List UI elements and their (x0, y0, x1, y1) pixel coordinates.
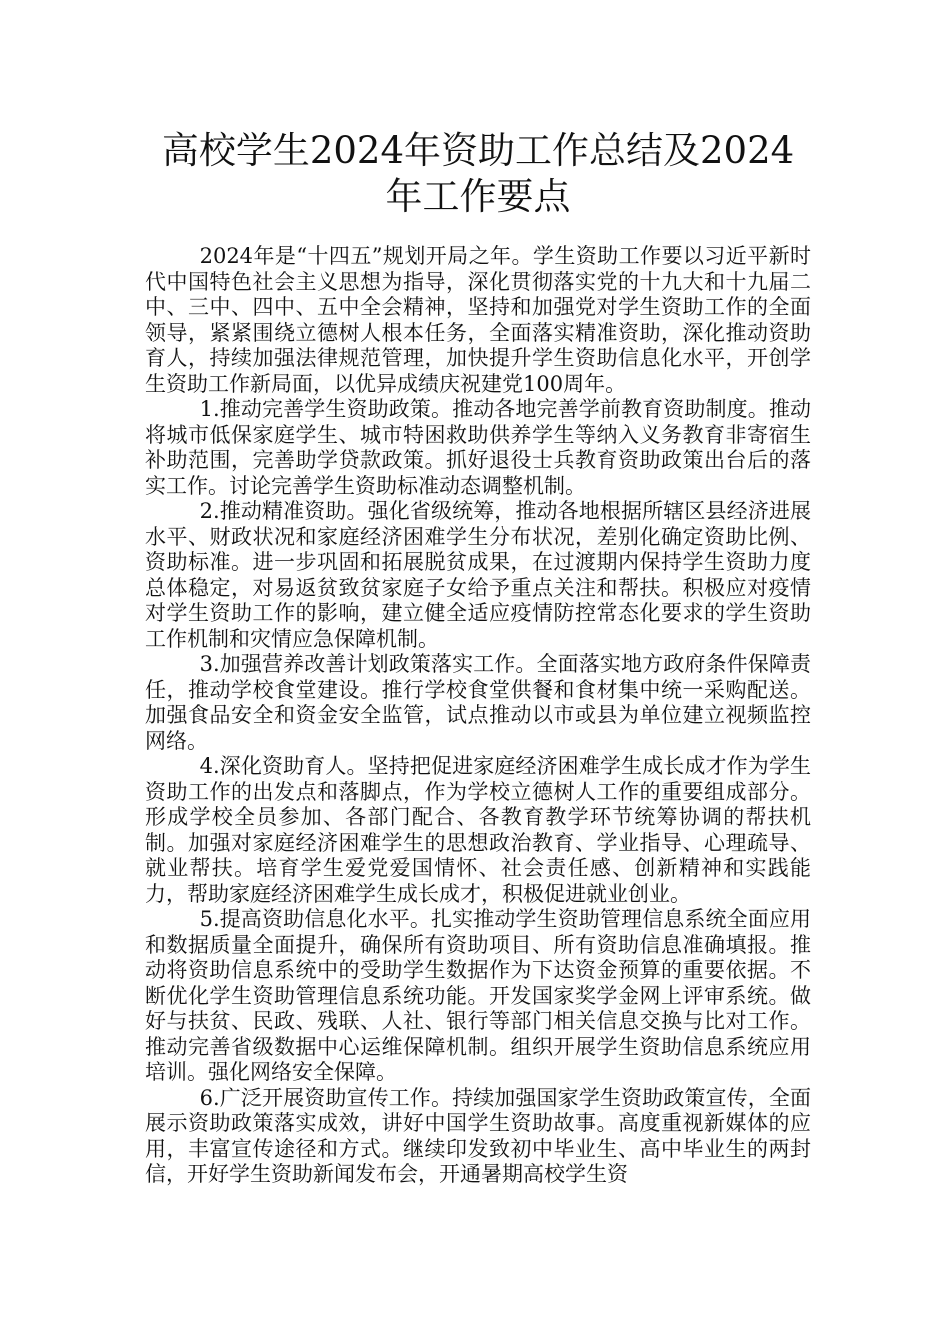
paragraph-item-4: 4.深化资助育人。坚持把促进家庭经济困难学生成长成才作为学生资助工作的出发点和落脚点，作为学校立德树人工作的重要组成部分。形成学校全员参加、各部门配合、各教育教学环节统筹协调的帮扶机制。加强对家庭经济困难学生的思想政治教育、学业指导、心理疏导、就业帮扶。培育学生爱党爱国情怀、社会责任感、创新精神和实践能力，帮助家庭经济困难学生成长成才，积极促进就业创业。 (145, 754, 811, 906)
document-body (145, 244, 811, 1188)
paragraph-intro: 2024年是“十四五”规划开局之年。学生资助工作要以习近平新时代中国特色社会主义思想为指导，深化贯彻落实党的十九大和十九届二中、三中、四中、五中全会精神，坚持和加强党对学生资助工作的全面领导，紧紧围绕立德树人根本任务，全面落实精准资助，深化推动资助育人，持续加强法律规范管理，加快提升学生资助信息化水平，开创学生资助工作新局面，以优异成绩庆祝建党100周年。 (145, 244, 811, 396)
paragraph-item-1: 1.推动完善学生资助政策。推动各地完善学前教育资助制度。推动将城市低保家庭学生、城市特困救助供养学生等纳入义务教育非寄宿生补助范围，完善助学贷款政策。抓好退役士兵教育资助政策出台后的落实工作。讨论完善学生资助标准动态调整机制。 (145, 397, 811, 498)
paragraph-item-3: 3.加强营养改善计划政策落实工作。全面落实地方政府条件保障责任，推动学校食堂建设。推行学校食堂供餐和食材集中统一采购配送。加强食品安全和资金安全监管，试点推动以市或县为单位建立视频监控网络。 (145, 652, 811, 753)
paragraph-item-2: 2.推动精准资助。强化省级统筹，推动各地根据所辖区县经济进展水平、财政状况和家庭经济困难学生分布状况，差别化确定资助比例、资助标准。进一步巩固和拓展脱贫成果，在过渡期内保持学生资助力度总体稳定，对易返贫致贫家庭子女给予重点关注和帮扶。积极应对疫情对学生资助工作的影响，建立健全适应疫情防控常态化要求的学生资助工作机制和灾情应急保障机制。 (145, 499, 811, 651)
paragraph-item-6: 6.广泛开展资助宣传工作。持续加强国家学生资助政策宣传，全面展示资助政策落实成效，讲好中国学生资助故事。高度重视新媒体的应用，丰富宣传途径和方式。继续印发致初中毕业生、高中毕业生的两封信，开好学生资助新闻发布会，开通暑期高校学生资 (145, 1085, 811, 1186)
paragraph-item-5: 5.提高资助信息化水平。扎实推动学生资助管理信息系统全面应用和数据质量全面提升，确保所有资助项目、所有资助信息准确填报。推动将资助信息系统中的受助学生数据作为下达资金预算的重要依据。不断优化学生资助管理信息系统功能。开发国家奖学金网上评审系统。做好与扶贫、民政、残联、人社、银行等部门相关信息交换与比对工作。推动完善省级数据中心运维保障机制。组织开展学生资助信息系统应用培训。强化网络安全保障。 (145, 907, 811, 1084)
document-title: 高校学生2024年资助工作总结及2024年工作要点 (161, 129, 795, 218)
document-page (145, 128, 811, 1188)
